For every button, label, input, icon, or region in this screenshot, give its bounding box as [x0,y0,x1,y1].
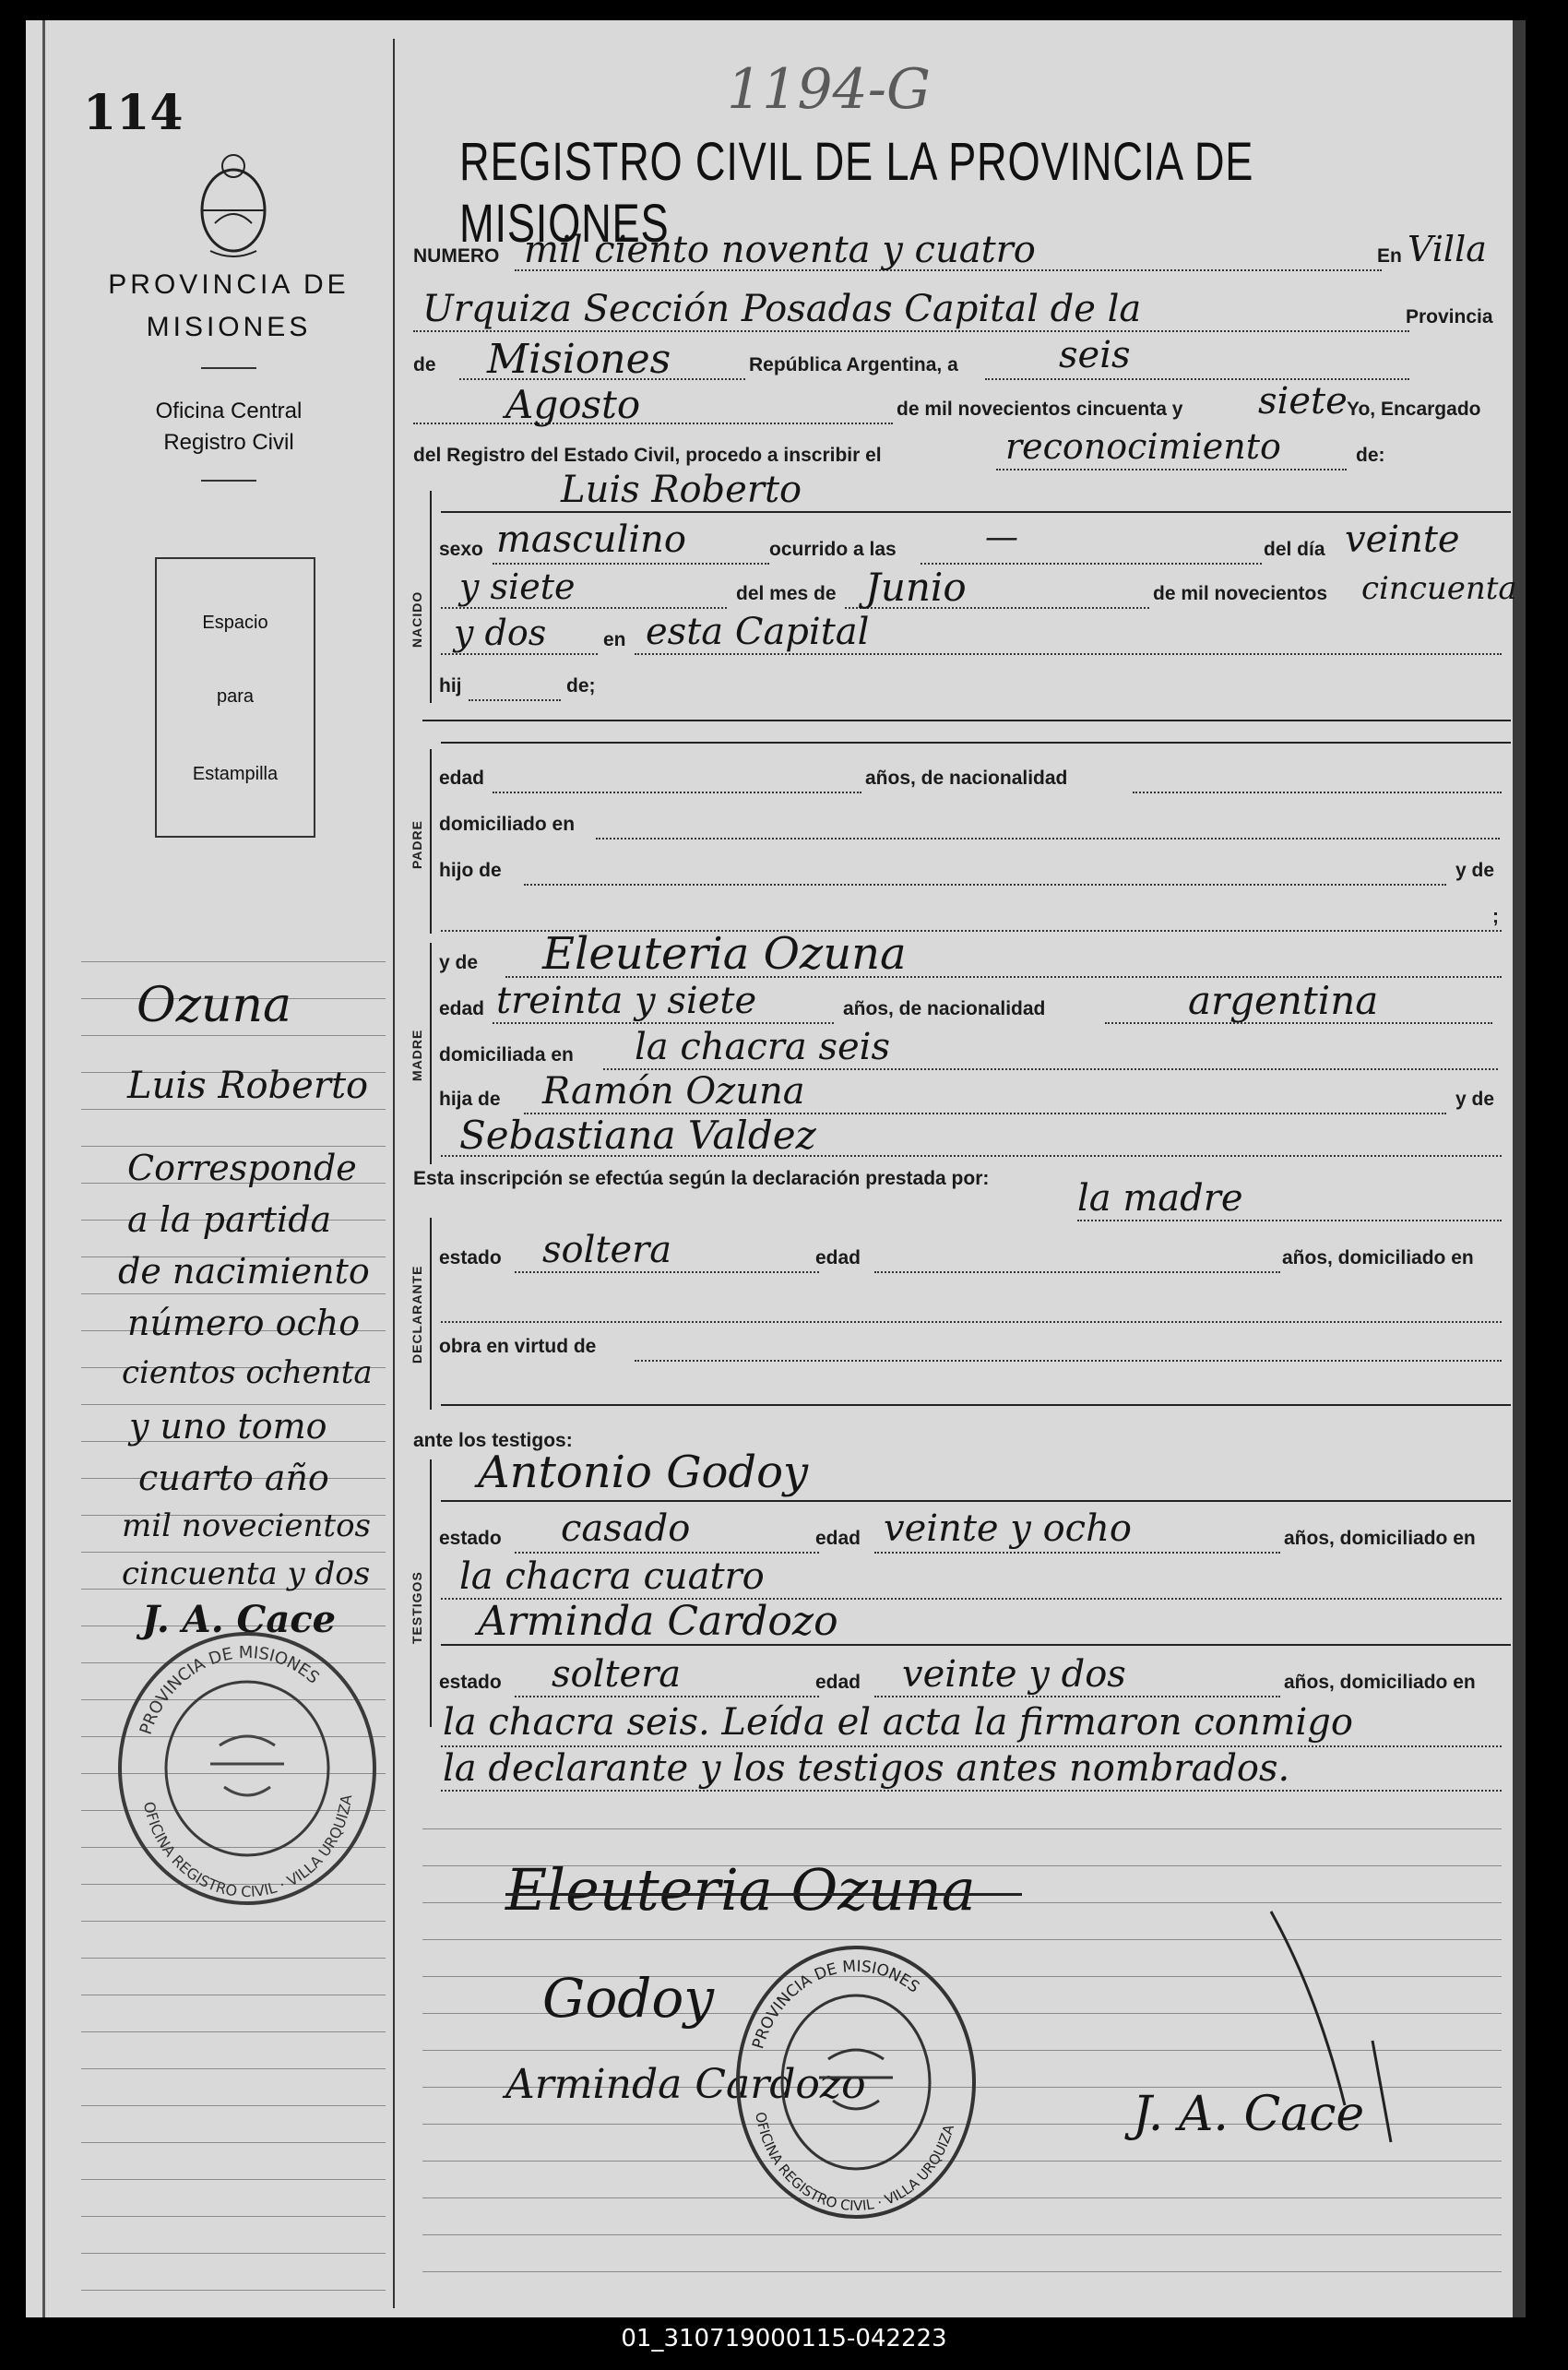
svg-text:OFICINA REGISTRO CIVIL · VILLA: OFICINA REGISTRO CIVIL · VILLA URQUIZA [752,2110,958,2215]
stamp-box [155,557,315,838]
stamp-box-label-1: Espacio [202,613,268,633]
margin-ruled-line [81,1404,386,1405]
hij-de-label: de; [566,675,596,697]
t1-name-line [441,1500,1511,1502]
inscripcion-label: Esta inscripción se efectúa según la declaración prestada por: [413,1168,990,1189]
mil-label: de mil novecientos [1153,583,1328,604]
padre-nac-line [1133,792,1502,793]
madre-madre-value[interactable]: Sebastiana Valdez [459,1113,816,1158]
declarante-estado-label: estado [439,1247,502,1268]
nacido-bracket [430,491,439,703]
place-value-b[interactable]: Urquiza Sección Posadas Capital de la [422,288,1142,330]
margin-note-body-8: mil novecientos [122,1507,372,1544]
madre-domicilio-label: domiciliada en [439,1044,574,1066]
lugar-value[interactable]: esta Capital [646,611,870,653]
folio-number: 114 [83,85,184,141]
coat-of-arms-icon [192,149,275,260]
margin-ruled-line [81,2105,386,2106]
testigo2-estado[interactable]: soltera [552,1653,682,1696]
madre-name-value[interactable]: Eleuteria Ozuna [542,928,907,980]
madre-domicilio-value[interactable]: la chacra seis [635,1026,890,1068]
padre-top-line [441,742,1511,744]
encargado-label: Yo, Encargado [1347,399,1481,420]
province-heading-2: MISIONES [146,312,312,342]
testigos-section-label: TESTIGOS [410,1571,424,1644]
declarante-obra-line [635,1360,1502,1362]
margin-ruled-line [81,1552,386,1553]
margin-note-body-1: Corresponde [127,1148,357,1188]
margin-ruled-line [81,1146,386,1147]
binding-edge [42,20,45,2317]
t1-estado-label: estado [439,1528,502,1549]
testigos-bracket [430,1459,439,1727]
declarante-dom-line [441,1321,1502,1323]
body-ruled-line [422,1828,1502,1829]
madre-hija-label: hija de [439,1089,501,1110]
dia-label: del día [1264,539,1325,560]
declarante-obra-label: obra en virtud de [439,1336,597,1357]
padre-hijo-label: hijo de [439,860,502,881]
margin-note-body-6: y uno tomo [129,1406,327,1447]
en-label-nacido: en [603,629,626,650]
t2-estado-line [515,1696,819,1697]
republica-label: República Argentina, a [749,354,958,375]
madre-anos-label: años, de nacionalidad [843,998,1046,1019]
testigo2-domicilio[interactable]: la chacra seis. Leída el acta la firmaron conmigo [443,1701,1353,1744]
margin-ruled-line [81,961,386,962]
signature-testigo-2: Arminda Cardozo [505,2061,866,2108]
margin-note-body-4: número ocho [127,1303,361,1343]
madre-section-label: MADRE [410,1029,424,1081]
margin-ruled-line [81,2068,386,2069]
lugar-line [635,653,1502,655]
declarante-bracket [430,1218,439,1410]
testigo1-name[interactable]: Antonio Godoy [478,1447,809,1498]
nacido-year-value-cont[interactable]: y dos [454,613,547,653]
act-line [996,469,1347,470]
padre-section-label: PADRE [410,820,424,869]
ocurrido-label: ocurrido a las [769,539,897,560]
padre-semicolon: ; [1492,906,1499,927]
stamp-box-label-2: para [216,686,255,707]
closing-line [441,1790,1502,1792]
dia-value-cont[interactable]: y siete [459,566,576,607]
t1-estado-line [515,1552,819,1554]
de-label-1: de [413,354,436,375]
testigos-ante-label: ante los testigos: [413,1430,573,1451]
hij-line [469,699,561,701]
act-value[interactable]: reconocimiento [1005,426,1281,467]
margin-divider [393,39,395,2308]
margin-ruled-line [81,2142,386,2143]
testigo1-estado[interactable]: casado [561,1507,691,1550]
numero-value[interactable]: mil ciento noventa y cuatro [524,229,1036,271]
month-value[interactable]: Agosto [505,382,641,427]
year-cont-line [441,653,598,655]
margin-ruled-line [81,2216,386,2217]
declarante-section-label: DECLARANTE [410,1265,424,1364]
hij-label: hij [439,675,462,697]
dia-cont-line [441,607,727,609]
scan-identifier: 01_310719000115-042223 [621,2325,947,2352]
year-value[interactable]: siete [1258,380,1348,423]
margin-ruled-line [81,2253,386,2254]
margin-note-body-3: de nacimiento [118,1251,370,1292]
t1-anos-label: años, domiciliado en [1284,1528,1476,1549]
padre-yde-label: y de [1455,860,1495,881]
nacido-section-label: NACIDO [410,590,424,648]
margin-ruled-line [81,2290,386,2291]
signature-encargado: J. A. Cace [1133,2087,1365,2142]
madre-bracket [430,943,439,1164]
nacido-name-line [441,511,1511,513]
en-label: En [1377,245,1402,267]
place-value-a[interactable]: Villa [1408,229,1487,269]
nacido-bottom-line [422,720,1511,721]
declarante-estado-value[interactable]: soltera [542,1229,672,1271]
t1-edad-line [874,1552,1280,1554]
body-ruled-line [422,2234,1502,2235]
madre-edad-line [493,1022,834,1024]
testigo1-edad[interactable]: veinte y ocho [884,1507,1132,1550]
t2-edad-label: edad [815,1672,861,1693]
province-heading-1: PROVINCIA DE [108,269,350,300]
province-value[interactable]: Misiones [487,336,671,383]
svg-text:OFICINA REGISTRO CIVIL · VILLA: OFICINA REGISTRO CIVIL · VILLA URQUIZA [139,1793,356,1901]
hora-line [921,563,1262,565]
declarante-estado-line [515,1271,819,1273]
testigo1-domicilio[interactable]: la chacra cuatro [459,1555,765,1598]
margin-note-body-9: cincuenta y dos [122,1555,371,1592]
nacido-year-value[interactable]: cincuenta [1361,570,1517,607]
madre-nac-value[interactable]: argentina [1188,978,1379,1023]
de-label-2: de: [1356,445,1385,466]
numero-label: NUMERO [413,245,500,267]
madre-padre-value[interactable]: Ramón Ozuna [542,1070,805,1113]
madre-yde-label-2: y de [1455,1089,1495,1110]
padre-anos-label: años, de nacionalidad [865,768,1068,789]
padre-domicilio-label: domiciliado en [439,814,576,835]
t2-anos-label: años, domiciliado en [1284,1672,1476,1693]
svg-text:PROVINCIA DE MISIONES: PROVINCIA DE MISIONES [136,1642,323,1737]
padre-hijo-line [524,884,1446,886]
office-line-2: Registro Civil [163,430,294,455]
official-seal-icon [727,1939,985,2225]
margin-note-signature: J. A. Cace [142,1598,337,1641]
stamp-box-label-3: Estampilla [192,764,279,784]
month-line [413,423,893,424]
padre-dom-line [596,838,1500,840]
declarante-anos-label: años, domiciliado en [1282,1247,1474,1268]
margin-note-body-5: cientos ochenta [122,1354,373,1391]
margin-note-body-7: cuarto año [138,1458,329,1498]
mes-value[interactable]: Junio [865,565,967,610]
declarante-bottom-line [441,1404,1511,1406]
inscripcion-value[interactable]: la madre [1077,1177,1243,1220]
signature-declarante: Eleuteria Ozuna [505,1856,976,1923]
closing-text[interactable]: la declarante y los testigos antes nombrados. [443,1747,1290,1790]
heading-divider [201,367,256,369]
register-page [26,20,1526,2317]
t1-edad-label: edad [815,1528,861,1549]
provincia-label: Provincia [1406,306,1493,328]
testigo2-name[interactable]: Arminda Cardozo [478,1598,838,1645]
padre-bracket [430,749,439,934]
margin-ruled-line [81,1958,386,1959]
margin-note-surname: Ozuna [137,978,292,1033]
margin-ruled-line [81,1293,386,1294]
hora-value[interactable]: — [985,518,1018,556]
margin-ruled-line [81,1035,386,1036]
madre-edad-value[interactable]: treinta y siete [496,980,757,1022]
margin-note-given-names: Luis Roberto [127,1065,369,1107]
sexo-line [493,563,769,565]
pen-stroke [1262,1902,1428,2179]
margin-ruled-line [81,2031,386,2032]
madre-yde-label: y de [439,952,479,973]
madre-edad-label: edad [439,998,485,1019]
page-title: REGISTRO CIVIL DE LA PROVINCIA DE MISIONES [459,132,1254,254]
t2-edad-line [874,1696,1280,1697]
sexo-label: sexo [439,539,483,560]
year-label: de mil novecientos cincuenta y [897,399,1183,420]
signature-testigo-1: Godoy [542,1967,715,2030]
sexo-value[interactable]: masculino [496,518,686,561]
body-ruled-line [422,2271,1502,2272]
mes-label: del mes de [736,583,837,604]
place-line [413,330,1409,332]
t2-estado-label: estado [439,1672,502,1693]
declarante-edad-label: edad [815,1247,861,1268]
margin-ruled-line [81,1921,386,1922]
svg-text:PROVINCIA DE MISIONES: PROVINCIA DE MISIONES [749,1957,923,2052]
padre-edad-label: edad [439,768,485,789]
day-value[interactable]: seis [1059,334,1131,376]
signature-strike [505,1893,1022,1896]
office-line-1: Oficina Central [155,399,303,423]
padre-edad-line [493,792,861,793]
registro-label: del Registro del Estado Civil, procedo a inscribir el [413,445,882,466]
margin-ruled-line [81,1109,386,1110]
declarante-edad-line [874,1271,1280,1273]
registry-seal-icon [109,1626,386,1911]
testigo2-edad[interactable]: veinte y dos [902,1653,1126,1696]
nacido-name-value[interactable]: Luis Roberto [561,469,802,511]
dia-value[interactable]: veinte [1345,518,1460,561]
margin-ruled-line [81,2179,386,2180]
inscripcion-line [1077,1220,1502,1221]
top-handwritten-number: 1194-G [727,57,931,122]
margin-note-body-2: a la partida [127,1199,332,1240]
office-divider [201,480,256,482]
